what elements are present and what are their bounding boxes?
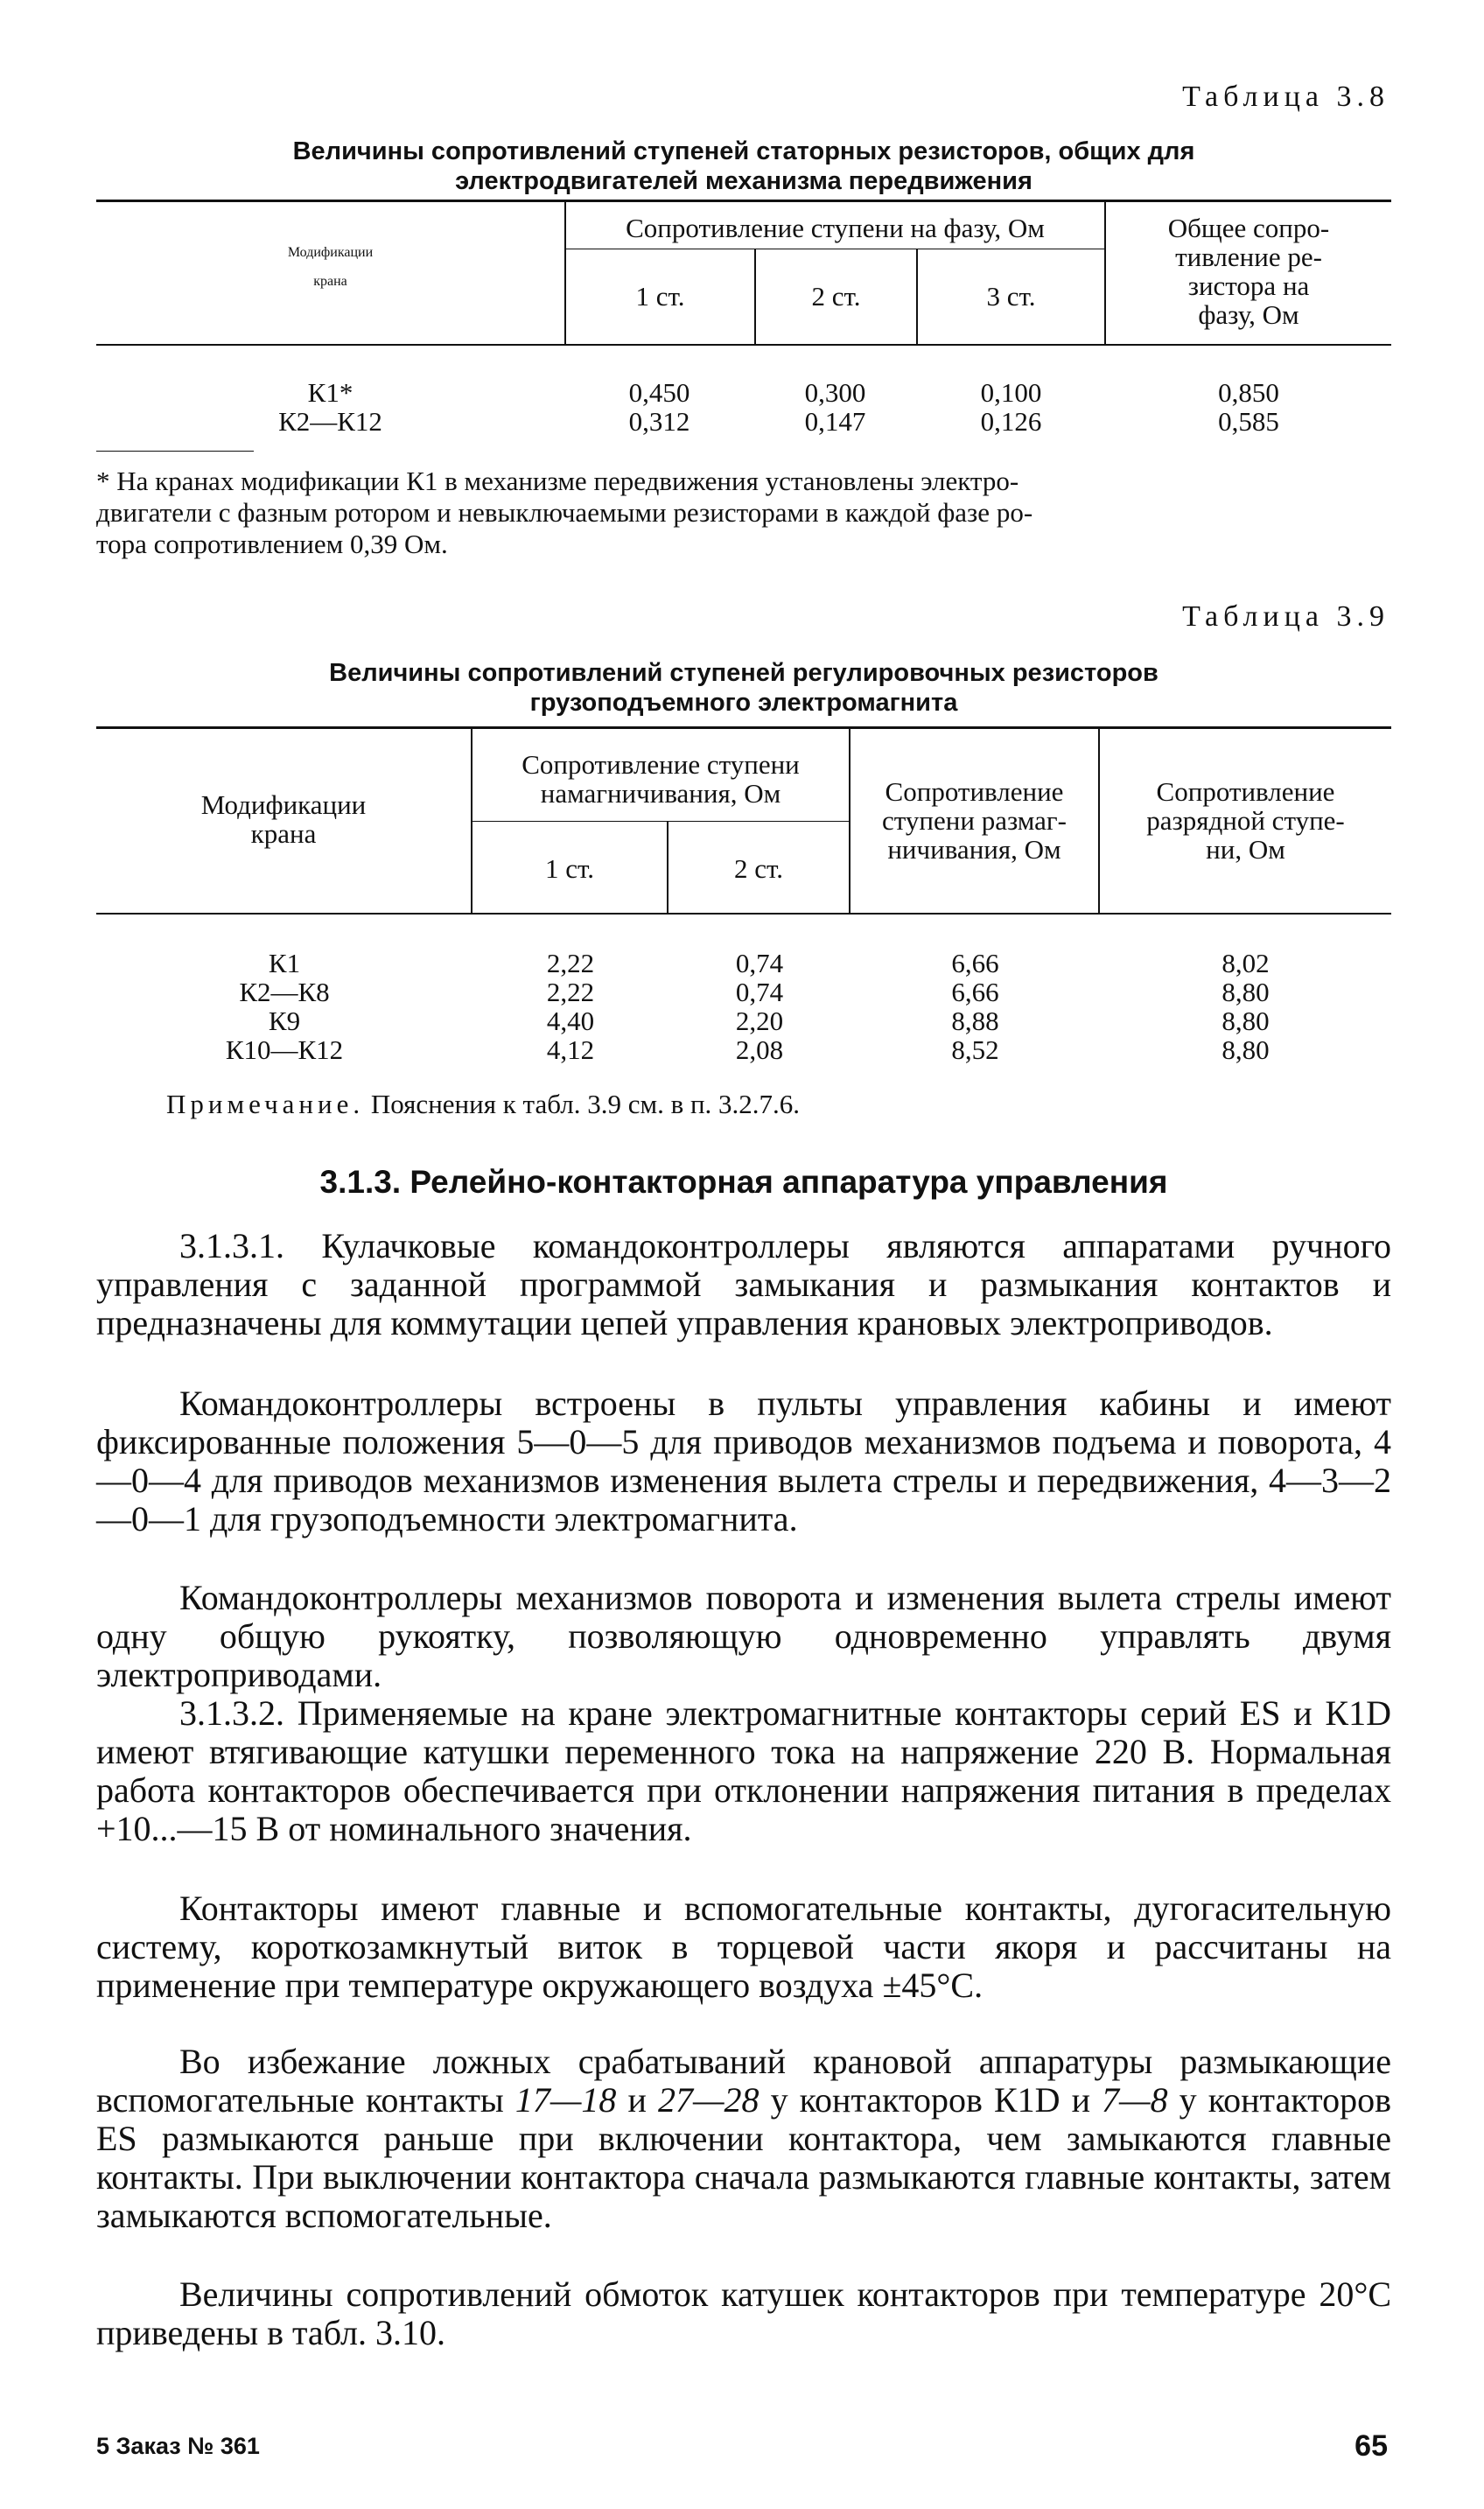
paragraph-2: Командоконтроллеры встроены в пульты управления кабины и имеют фиксированные положения 5—0—5 для приводов механизмов подъема и поворота, 4—0—4 для приводов механизмов изменения вылета стрелы и передвижения, 4—3—2—0—1 для грузоподъемности электромагнита.	[96, 1384, 1391, 1538]
header-demagnetizing	[850, 777, 1098, 864]
header-line: намагничивания, Ом	[540, 778, 781, 809]
cell-total: 0,585	[1218, 406, 1279, 437]
print-order: 5 Заказ № 361	[96, 2433, 260, 2459]
header-line: фазу, Ом	[1198, 299, 1299, 330]
cell-mod: К1*	[307, 377, 354, 408]
header-discharge	[1100, 777, 1391, 864]
section-heading: 3.1.3. Релейно-контакторная аппаратура управления	[319, 1164, 1168, 1200]
header-line: крана	[250, 818, 317, 849]
table-row	[96, 407, 1391, 436]
cell-demag: 6,66	[951, 977, 999, 1007]
table-3-9-note	[166, 1089, 800, 1120]
cell-s2: 0,147	[804, 406, 866, 437]
table-top-rule	[96, 726, 1391, 729]
page-number: 65	[1354, 2429, 1388, 2463]
paragraph-6-text: у контакторов К1D и	[759, 2080, 1102, 2120]
header-line: тивление ре-	[1175, 242, 1322, 272]
caption-line: Величины сопротивлений ступеней статорных резисторов, общих для	[292, 137, 1195, 165]
header-line: ступени размаг-	[882, 805, 1067, 836]
cell-discharge: 8,80	[1222, 977, 1270, 1007]
header-stage-2: 2 ст.	[811, 281, 861, 312]
cell-s1: 2,22	[546, 977, 595, 1007]
header-bottom-rule	[96, 913, 1391, 915]
paragraph-6	[96, 2043, 1391, 2235]
header-modification	[96, 790, 471, 848]
table-row	[96, 1035, 1391, 1064]
cell-s3: 0,126	[980, 406, 1042, 437]
cell-mod: К9	[268, 1006, 301, 1036]
header-line: Сопротивление	[1156, 776, 1335, 807]
table-3-8-body	[96, 378, 1391, 436]
footnote-line: * На кранах модификации К1 в механизме передвижения установлены электро-	[96, 466, 1019, 496]
paragraph-6-text: и	[616, 2080, 658, 2120]
header-line: крана	[313, 274, 347, 289]
cell-s1: 0,450	[628, 377, 690, 408]
cell-s1: 4,12	[546, 1034, 595, 1065]
header-line: Модификации	[287, 245, 374, 260]
cell-s2: 2,08	[735, 1034, 784, 1065]
cell-total: 0,850	[1218, 377, 1279, 408]
contact-ref: 17—18	[514, 2080, 617, 2120]
header-line: Общее сопро-	[1167, 213, 1330, 243]
cell-s3: 0,100	[980, 377, 1042, 408]
table-3-9-body	[96, 949, 1391, 1064]
cell-demag: 8,88	[951, 1006, 999, 1036]
cell-discharge: 8,80	[1222, 1034, 1270, 1065]
header-line: ничивания, Ом	[887, 834, 1061, 865]
table-3-8-label: Таблица 3.8	[1182, 81, 1390, 113]
table-3-8-footnote	[96, 466, 1391, 560]
table-top-rule	[96, 200, 1391, 202]
header-line: Модификации	[200, 789, 367, 820]
table-row	[96, 378, 1391, 407]
cell-mod: К10—К12	[225, 1034, 344, 1065]
caption-line: электродвигателей механизма передвижения	[455, 167, 1032, 195]
footnote-line: тора сопротивлением 0,39 Ом.	[96, 529, 448, 559]
header-line: Сопротивление ступени	[522, 749, 800, 780]
footnote-line: двигатели с фазным ротором и невыключаемыми резисторами в каждой фазе ро-	[96, 497, 1033, 528]
group-underline	[472, 821, 849, 822]
header-line: ни, Ом	[1206, 834, 1285, 865]
paragraph-3: Командоконтроллеры механизмов поворота и изменения вылета стрелы имеют одну общую рукоятку, позволяющую одновременно управлять двумя электроприводами.	[96, 1578, 1391, 1694]
header-stage-1: 1 ст.	[635, 281, 685, 312]
cell-s2: 2,20	[735, 1006, 784, 1036]
cell-mod: К2—К12	[278, 406, 382, 437]
cell-s1: 0,312	[628, 406, 690, 437]
header-stage-1: 1 ст.	[545, 853, 594, 884]
cell-s2: 0,74	[735, 948, 784, 978]
header-group	[472, 750, 849, 808]
header-stage-3: 3 ст.	[986, 281, 1036, 312]
paragraph-7: Величины сопротивлений обмоток катушек контакторов при температуре 20°С приведены в табл. 3.10.	[96, 2274, 1391, 2352]
header-total	[1106, 214, 1391, 329]
caption-line: грузоподъемного электромагнита	[529, 689, 958, 717]
cell-demag: 8,52	[951, 1034, 999, 1065]
header-line: зистора на	[1187, 270, 1310, 301]
header-group: Сопротивление ступени на фазу, Ом	[626, 213, 1045, 243]
paragraph-6-text: у контакторов ES размыкаются раньше при включении контактора, чем замыкаются главные контакты. При выключении контактора сначала размыкаются главные контакты, затем замыкаются вспомогательные.	[96, 2080, 1392, 2235]
footnote-rule	[96, 451, 254, 452]
table-3-9-label: Таблица 3.9	[1182, 600, 1390, 633]
note-label: Примечание.	[166, 1089, 365, 1119]
cell-discharge: 8,80	[1222, 1006, 1270, 1036]
table-3-9-caption	[96, 658, 1391, 718]
table-row	[96, 978, 1391, 1006]
cell-mod: К2—К8	[239, 977, 330, 1007]
cell-s2: 0,74	[735, 977, 784, 1007]
paragraph-5: Контакторы имеют главные и вспомогательные контакты, дугогасительную систему, короткозамкнутый виток в торцевой части якоря и рассчитаны на применение при температуре окружающего воздуха ±45°С.	[96, 1889, 1391, 2005]
cell-s1: 4,40	[546, 1006, 595, 1036]
contact-ref: 27—28	[657, 2080, 760, 2120]
paragraph-6-text: Во избежание ложных срабатываний крановой аппаратуры размыкающие вспомогательные контакты	[96, 2042, 1391, 2120]
header-stage-2: 2 ст.	[734, 853, 783, 884]
paragraph-1: 3.1.3.1. Кулачковые командоконтроллеры являются аппаратами ручного управления с заданной программой замыкания и размыкания контактов и предназначены для коммутации цепей управления крановых электроприводов.	[96, 1226, 1391, 1342]
contact-ref: 7—8	[1102, 2080, 1168, 2120]
table-row	[96, 949, 1391, 978]
cell-s2: 0,300	[804, 377, 866, 408]
table-3-8-caption	[96, 137, 1391, 196]
cell-demag: 6,66	[951, 948, 999, 978]
header-line: разрядной ступе-	[1146, 805, 1345, 836]
cell-discharge: 8,02	[1222, 948, 1270, 978]
header-modification	[96, 238, 564, 296]
cell-mod: К1	[268, 948, 301, 978]
table-row	[96, 1006, 1391, 1035]
header-bottom-rule	[96, 344, 1391, 346]
header-line: Сопротивление	[885, 776, 1064, 807]
note-text: Пояснения к табл. 3.9 см. в п. 3.2.7.6.	[370, 1089, 801, 1119]
cell-s1: 2,22	[546, 948, 595, 978]
paragraph-4: 3.1.3.2. Применяемые на кране электромагнитные контакторы серий ES и К1D имеют втягивающие катушки переменного тока на напряжение 220 В. Нормальная работа контакторов обеспечивается при отклонении напряжения питания в пределах +10...—15 В от номинального значения.	[96, 1693, 1391, 1848]
caption-line: Величины сопротивлений ступеней регулировочных резисторов	[329, 659, 1158, 687]
